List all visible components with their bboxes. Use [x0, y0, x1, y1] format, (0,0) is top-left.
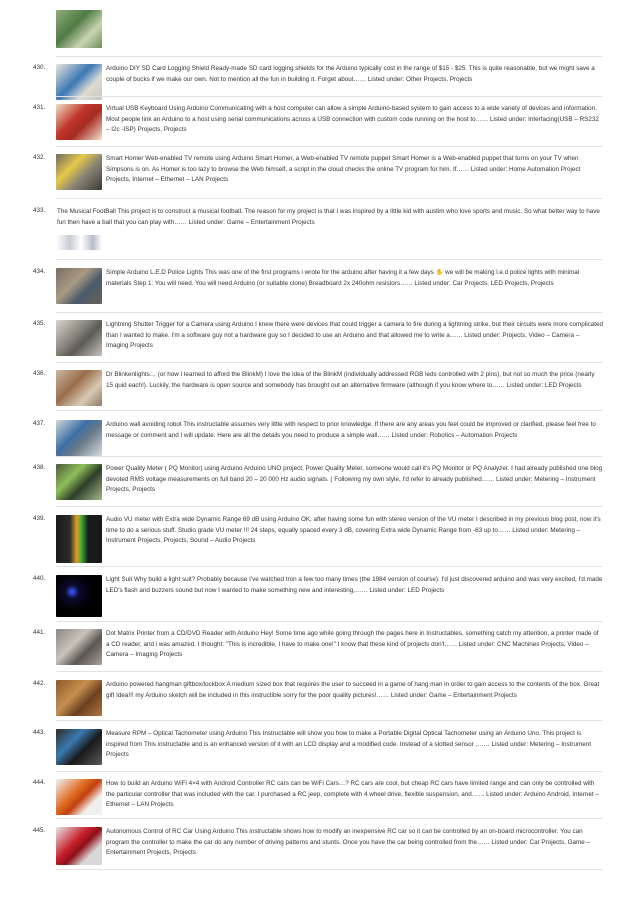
project-thumbnail[interactable]	[56, 515, 102, 563]
divider	[56, 456, 602, 457]
divider	[56, 771, 602, 772]
divider	[56, 869, 602, 870]
item-number: 431.	[33, 104, 46, 111]
project-thumbnail[interactable]	[56, 680, 102, 716]
item-text[interactable]: Power Quality Meter ( PQ Monitor) using Arduino Arduino UNO project, Power Quality Meter, someone would call it's PQ Monitor or PQ Analyzer. I had already published one blog devoted RMS voltage measurements on full band 20 – 20 000 Hz audio signals. ( Following my own style, I'd refer to already published…… Listed under: Metering – Instrument Projects, Projects	[106, 465, 603, 494]
item-text[interactable]: Lightning Shutter Trigger for a Camera using Arduino I knew there were devices that could trigger a camera to fire during a lightning strike, but their circuits were more complicated than I wanted to make. I'm a software guy not a hardware guy so I decided to use an Arduino and that allowed me to write a…… Listed under: Projects, Video – Camera – Imaging Projects	[106, 321, 603, 350]
item-number: 437.	[33, 420, 46, 427]
item-number: 436.	[33, 370, 46, 377]
item-number: 432.	[33, 154, 46, 161]
divider	[56, 96, 602, 97]
project-thumbnail[interactable]	[56, 268, 102, 304]
item-text[interactable]: Dr Blinkenlights… (or how I learned to afford the BlinkM) I love the idea of the BlinkM (individually addressed RGB leds controlled with 2 pins), but not so much the price (nearly 15 quid each!). Luckily, the hardware is open source and somebody has brought out an alternative firmware (although if you know where to…… Listed under: LED Projects	[106, 371, 595, 389]
item-text[interactable]: Arduino DIY SD Card Logging Shield Ready-made SD card logging shields for the Arduino typically cost in the range of $15 - $25. This is quite reasonable, but we might save a couple of bucks if we make our own. Not to mention all the fun in building it. Forget about…… Listed under: Other Projects, Projects	[106, 65, 595, 83]
divider	[56, 312, 602, 313]
item-text[interactable]: Autonomous Control of RC Car Using Arduino This instructable shows how to modify an inexpensive RC car so it can be controlled by an on-board microcontroller. You can program the controller to make the car do any number of driving patterns and stunts. Once you have the car being controlled from the…… Listed under: Car Projects, Game – Entertainment Projects, Projects	[106, 828, 591, 857]
item-number: 442.	[33, 680, 46, 687]
item-number: 434.	[33, 268, 46, 275]
project-thumbnail[interactable]	[56, 370, 102, 406]
item-number: 445.	[33, 827, 46, 834]
item-text[interactable]: Simple Arduino L.E.D Police Lights This was one of the first programs i wrote for the arduino after having it a few days ✋ we will be making l.e.d police lights with minimal materials Step 1: You will need. You will need Arduino (or suitable clone) Breadboard 2x 240ohm resistors…… Listed under: Car Projects, LED Projects, Projects	[106, 269, 580, 287]
item-text[interactable]: Smart Homer Web-enabled TV remote using Arduino Smart Homer, a Web-enabled TV remote puppet Smart Homer is a Web-enabled puppet that turns on your TV when Simpsons is on. As Homer is too lazy to browse the Web himself, a script in the cloud checks the online TV program for him. If…… Listed under: Home Automation Project Projects, Internet – Ethernet – LAN Projects	[106, 155, 581, 184]
project-thumbnail[interactable]	[56, 104, 102, 140]
divider	[56, 720, 602, 721]
item-number: 440.	[33, 575, 46, 582]
item-text[interactable]: Measure RPM – Optical Tachometer using Arduino This Instructable will show you how to make a Portable Digital Optical Tachometer using an Arduino Uno. This project is inspired from This instructable and is an enhanced version of it with an LCD display and a modified code. Instead of a slotted sensor ,…… Listed under: Metering – Instrument Projects	[106, 730, 592, 759]
divider	[56, 146, 602, 147]
project-thumbnail[interactable]	[56, 827, 102, 865]
item-text[interactable]: Dot Matrix Printer from a CD/DVD Reader with Arduino Hey! Some time ago while going through the pages here in Instructables, something catch my attention, a printer made of a CD reader, and i was amazed. I thought: "This is incredible, I have to make one!" I know that these kind of projects don't…… Listed under: CNC Machines Projects, Video – Camera – Imaging Projects	[106, 630, 599, 659]
divider	[56, 362, 602, 363]
item-number: 443.	[33, 729, 46, 736]
project-thumbnail[interactable]	[56, 64, 102, 100]
project-thumbnail[interactable]	[56, 729, 102, 765]
item-number: 430.	[33, 64, 46, 71]
project-thumbnail[interactable]	[56, 154, 102, 190]
divider	[56, 671, 602, 672]
divider	[56, 506, 602, 507]
divider	[56, 56, 602, 57]
divider	[56, 259, 602, 260]
project-thumbnail[interactable]	[56, 320, 102, 356]
project-thumbnail[interactable]	[56, 629, 102, 665]
divider	[56, 566, 602, 567]
project-thumbnail[interactable]	[56, 235, 102, 250]
item-text[interactable]: Virtual USB Keyboard Using Arduino Communicating with a host computer can allow a simple Arduino-based system to gain access to a wide variety of devices and information. Most people link an Arduino to a host using serial communications across a USB connection with custom code running on the host to…… Listed under: Interfacing(USB – RS232 – I2c -ISP) Projects, Projects	[106, 105, 599, 134]
item-number: 438.	[33, 464, 46, 471]
item-number: 433.	[33, 207, 46, 214]
item-text[interactable]: How to build an Arduino WiFi 4×4 with Android Controller RC cars can be WiFi Cars…? RC cars are cool, but cheap RC cars have limited range and can only be controlled with the particular controller that was included with the car. I purchased a RC jeep, complete with 4 wheel drive, flexible suspension, and…… Listed under: Arduino Android, Internet – Ethernet – LAN Projects	[106, 780, 599, 809]
item-number: 439.	[33, 515, 46, 522]
item-text[interactable]: Arduino wall avoiding robot This instructable assumes very little with respect to prior knowledge. If there are any areas you feel could be improved or clarified, please feel free to message or comment and I will update. Here are all the details you need to produce a simple wall…… Listed under: Robotics – Automation Projects	[106, 421, 596, 439]
divider	[56, 818, 602, 819]
item-text[interactable]: Arduino powered hangman giftbox/lockbox A medium sized box that requires the user to succeed in a game of hang man in order to gain access to the contents of the box. Great gift Idea!!! my Arduino sketch will be included in this instructible sorry for the poor quality pictures!…… Listed under: Game – Entertainment Projects	[106, 681, 600, 699]
project-thumbnail[interactable]	[56, 575, 102, 617]
item-text[interactable]: Audio VU meter with Extra wide Dynamic Range 69 dB using Arduino OK, after having some fun with stereo version of the VU meter I described in my previous blog post, now it's time to do a serious stuff. Studio grade VU meter !!! 24 steps, equally spaced every 3 dB, covering Extra wide Dynamic Range from -63 up to…… Listed under: Metering – Instrument Projects, Projects, Sound – Audio Projects	[106, 516, 601, 545]
project-thumbnail[interactable]	[56, 420, 102, 456]
divider	[56, 621, 602, 622]
project-thumbnail[interactable]	[56, 10, 102, 48]
item-number: 435.	[33, 320, 46, 327]
project-thumbnail[interactable]	[56, 464, 102, 500]
item-number: 441.	[33, 629, 46, 636]
project-thumbnail[interactable]	[56, 779, 102, 815]
item-text[interactable]: Light Suit Why build a light suit? Probably because I've watched tron a few too many times (the 1984 version of course). I'd just discovered arduino and was very excited, I'd made LED's flash and buzzers sound but now I wanted to make something new and interesting,…… Listed under: LED Projects	[106, 576, 603, 594]
divider	[56, 410, 602, 411]
item-text[interactable]: The Musical FootBall This project is to construct a musical football. The reason for my project is that I was inspired by a little kid with austim who love sports and music. So what better way to have fun then have a ball that you can play with…… Listed under: Game – Entertainment Projects	[57, 208, 600, 226]
item-number: 444.	[33, 779, 46, 786]
divider	[56, 198, 602, 199]
